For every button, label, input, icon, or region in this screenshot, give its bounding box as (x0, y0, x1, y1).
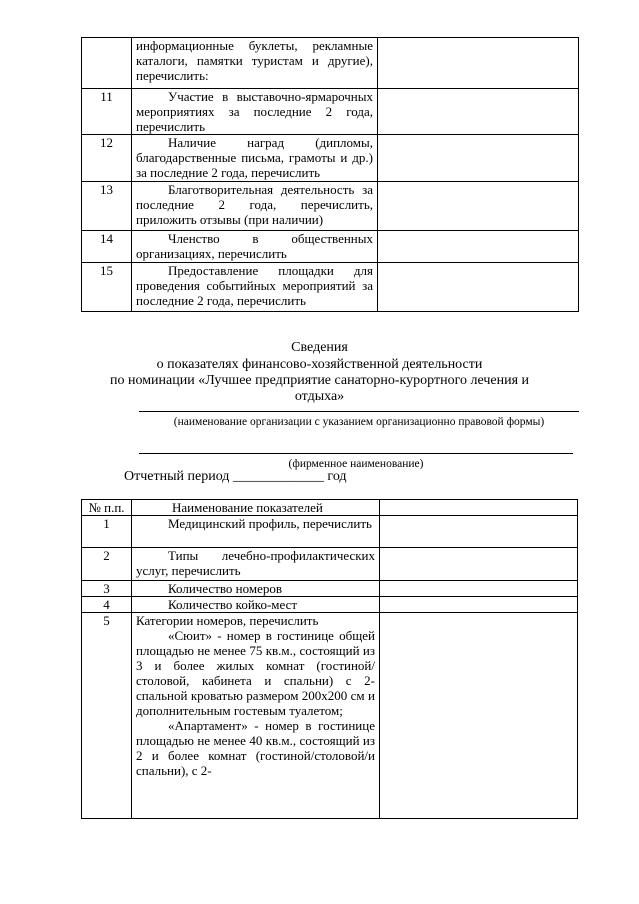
room-categories-intro: Категории номеров, перечислить (136, 613, 319, 628)
column-header-number: № п.п. (82, 500, 132, 516)
suite-category-definition: «Сюит» - номер в гостинице общей площадью не менее 75 кв.м., состоящий из 3 и более жилых комнат (гостиной/столовой, кабинета и спальни) с 2-спальной кроватью размером 200х200 см и дополнительным гостевым туалетом; (136, 628, 375, 718)
table-row (82, 613, 578, 819)
row-description: информационные буклеты, рекламные каталоги, памятки туристам и другие), перечислить: (132, 38, 378, 89)
row-value-cell (380, 581, 578, 597)
brand-name-line (139, 453, 573, 454)
row-number: 13 (82, 182, 132, 231)
row-number: 2 (82, 548, 132, 581)
row-value-cell (380, 597, 578, 613)
table-row (82, 516, 578, 548)
table-row (82, 231, 579, 263)
row-number: 1 (82, 516, 132, 548)
row-number: 14 (82, 231, 132, 263)
column-header-name: Наименование показателей (132, 500, 380, 516)
row-value-cell (378, 231, 579, 263)
table-row (82, 263, 579, 312)
row-value-cell (378, 182, 579, 231)
row-description: Наличие наград (дипломы, благодарственные письма, грамоты и др.) за последние 2 года, перечислить (132, 135, 378, 182)
row-description: Членство в общественных организациях, перечислить (132, 231, 378, 263)
row-description: Благотворительная деятельность за последние 2 года, перечислить, приложить отзывы (при наличии) (132, 182, 378, 231)
reporting-period-label: Отчетный период (124, 469, 230, 484)
section-title: Сведения (291, 340, 348, 355)
row-number: 11 (82, 89, 132, 135)
table-row (82, 548, 578, 581)
brand-caption: (фирменное наименование) (288, 458, 424, 470)
reporting-period (124, 469, 347, 485)
row-number: 15 (82, 263, 132, 312)
row-value-cell (380, 613, 578, 819)
row-value-cell (378, 135, 579, 182)
organization-caption: (наименование организации с указанием организационно правовой формы) (173, 416, 545, 428)
row-description: Типы лечебно-профилактических услуг, перечислить (132, 548, 380, 581)
section-subtitle: о показателях финансово-хозяйственной деятельности (156, 357, 483, 372)
row-number: 12 (82, 135, 132, 182)
nomination-line-end: отдыха» (294, 389, 345, 404)
financial-indicators-table (81, 499, 578, 819)
table-row (82, 38, 579, 89)
table-header-row (82, 500, 578, 516)
row-description (132, 613, 380, 819)
criteria-table-continued (81, 37, 579, 312)
row-value-cell (378, 38, 579, 89)
nomination-line: по номинации «Лучшее предприятие санаторно-курортного лечения и (109, 373, 529, 388)
row-description: Участие в выставочно-ярмарочных мероприятиях за последние 2 года, перечислить (132, 89, 378, 135)
row-value-cell (380, 516, 578, 548)
row-number: 5 (82, 613, 132, 819)
row-description: Медицинский профиль, перечислить (132, 516, 380, 548)
table-row (82, 182, 579, 231)
row-value-cell (380, 548, 578, 581)
row-description: Количество койко-мест (132, 597, 380, 613)
table-row (82, 581, 578, 597)
column-header-value (380, 500, 578, 516)
apartment-category-definition: «Апартамент» - номер в гостинице площадью не менее 40 кв.м., состоящий из 2 и более комнат (гостиной/столовой/и спальни), с 2- (136, 718, 375, 778)
row-value-cell (378, 89, 579, 135)
row-description: Количество номеров (132, 581, 380, 597)
table-row (82, 89, 579, 135)
row-number: 3 (82, 581, 132, 597)
organization-name-line (139, 411, 579, 412)
row-description: Предоставление площадки для проведения событийных мероприятий за последние 2 года, перечислить (132, 263, 378, 312)
reporting-period-blank: _____________ (232, 469, 324, 484)
table-row (82, 135, 579, 182)
table-row (82, 597, 578, 613)
row-value-cell (378, 263, 579, 312)
row-number (82, 38, 132, 89)
reporting-period-suffix: год (327, 469, 347, 484)
row-number: 4 (82, 597, 132, 613)
